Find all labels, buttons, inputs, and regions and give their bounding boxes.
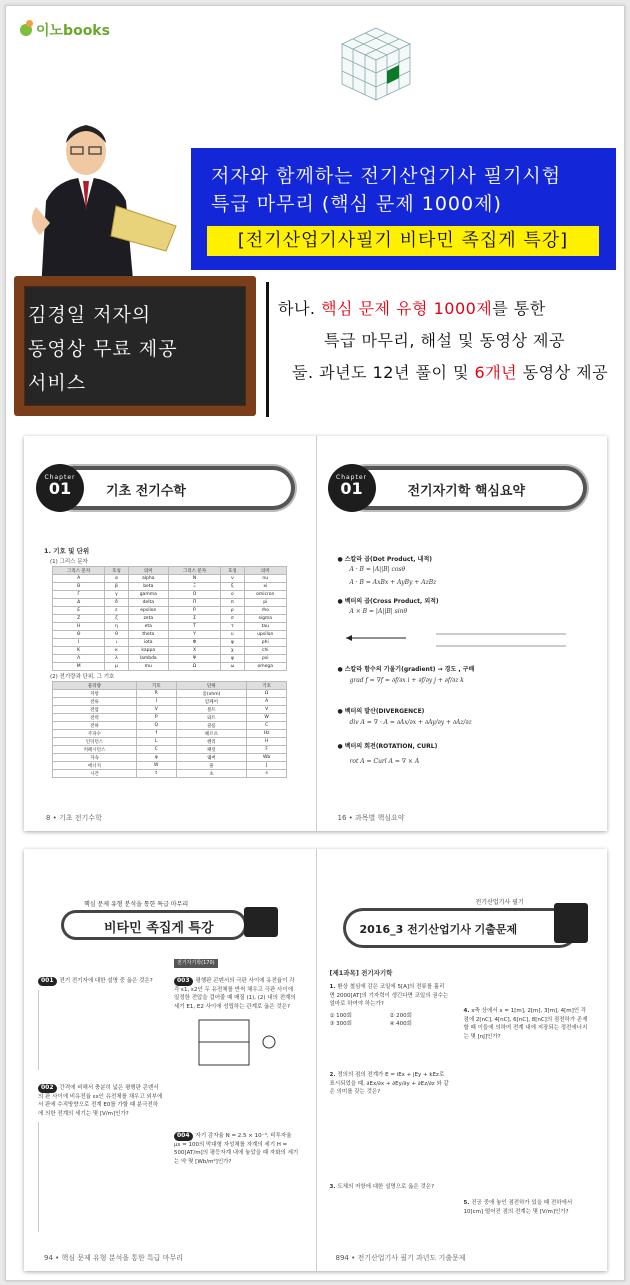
table-cell: Hz [247,730,287,738]
corner-label: 전기산업기사 필기 [475,899,524,906]
table-cell: ν [221,575,244,583]
table-cell: C [136,746,176,754]
table-cell: E [53,607,105,615]
table-cell: ζ [105,615,128,623]
table-cell: V [136,706,176,714]
table-cell: sigma [244,615,286,623]
logo-text: 이노books [36,23,110,39]
table-cell: beta [128,583,168,591]
table-cell: kappa [128,647,168,655]
table-cell: χ [221,647,244,655]
table-cell: t [136,770,176,778]
formula: div A = ∇ · A = ∂Ax/∂x + ∂Ay/∂y + ∂Az/∂z [349,719,472,726]
table-cell: κ [105,647,128,655]
greek-row [53,575,287,583]
table-cell: 초 [176,770,247,778]
chapter-badge: Chapter 01 [328,464,376,512]
unit-row [53,698,287,706]
page-folio: 894 • 전기산업기사 필기 과년도 기출문제 [335,1254,466,1262]
table-cell: ρ [221,607,244,615]
unit-row [53,722,287,730]
table-cell: 패럿 [176,746,247,754]
brand-logo[interactable] [20,20,110,40]
table-cell: f [136,730,176,738]
greek-row [53,655,287,663]
unit-row [53,754,287,762]
table-header-cell: 호칭 [105,567,128,575]
formula: A · B = |A||B| cosθ [349,566,406,573]
logo-mark-icon [20,24,32,36]
subsection-heading: (2) 전기량과 단위, 그 기호 [50,674,115,680]
course-title-highlight: [전기산업기사필기 비타민 족집게 특강] [207,226,599,256]
summary-heading: ● 스칼라 곱(Dot Product, 내적) [338,554,433,563]
table-cell: P [168,607,220,615]
table-cell: B [53,583,105,591]
table-cell: V [247,706,287,714]
spread1-left-page [24,436,317,831]
table-cell: L [136,738,176,746]
spread2-right-page [316,849,608,1271]
table-cell: Q [136,722,176,730]
table-cell: β [105,583,128,591]
vitamin-banner [54,899,274,941]
table-cell: 암페어 [176,698,247,706]
exam-section: [제1과목] 전기자기학 [329,969,393,977]
unit-row [53,746,287,754]
greek-table [52,566,287,671]
table-cell: 웨버 [176,754,247,762]
table-cell: 저항 [53,690,137,698]
table-cell: ε [105,607,128,615]
chapter-badge: Chapter 01 [36,464,84,512]
table-cell: W [136,762,176,770]
table-cell: 볼트 [176,706,247,714]
table-cell: Ξ [168,583,220,591]
bullet-2-emphasis: 6개년 [474,363,518,382]
formula: A × B = |A||B| sinθ [349,608,408,615]
table-cell: ο [221,591,244,599]
table-header-cell: 기호 [136,682,176,690]
table-cell: alpha [128,575,168,583]
table-cell: 커패시턴스 [53,746,137,754]
video-tv-icon[interactable] [244,907,278,937]
greek-row [53,591,287,599]
table-cell: upsilon [244,631,286,639]
table-cell: τ [221,623,244,631]
page-folio: 16 • 과목별 핵심요약 [337,814,405,822]
table-cell: φ [136,754,176,762]
table-cell: π [221,599,244,607]
chapter-title: 기초 전기수학 [106,484,186,499]
table-cell: Φ [168,639,220,647]
table-cell: 쿨롬 [176,722,247,730]
greek-row [53,607,287,615]
greek-row [53,583,287,591]
table-cell: gamma [128,591,168,599]
book-spread-2 [24,849,607,1271]
table-cell: rho [244,607,286,615]
answer-option: ③ 300회 [329,1021,352,1027]
table-cell: α [105,575,128,583]
chapter-banner [328,464,583,512]
table-cell: 전류 [53,698,137,706]
exam-q1: 1. 환상 철심에 감은 코일에 5[A]의 전류를 흘리면 2000[AT]의 기자력이 생긴다면 코일의 권수는 얼마로 하여야 하는가? ① 100회 ② 200회 ③ 300회 ④ 400회 [329,984,449,1027]
greek-row [53,639,287,647]
question-003: 003 평행판 콘덴서의 극판 사이에 유전율이 각각 ε1, ε2인 두 유전체를 반씩 채우고 극판 사이에 일정한 전압을 걸어줄 때 매질 (1), (2) 내의 전계의 세기 E1, E2 사이에 성립하는 관계로 옳은 것은? [174,977,299,1070]
table-cell: 전하 [53,722,137,730]
page-frame [5,5,625,1281]
question-001: 001 전기 전기자에 대한 설명 중 옳은 것은? [38,977,163,1070]
unit-row [53,690,287,698]
table-cell: 전력 [53,714,137,722]
exam-banner [346,911,576,945]
table-cell: eta [128,623,168,631]
table-cell: η [105,623,128,631]
banner-title: 비타민 족집게 특강 [104,921,214,936]
table-cell: pi [244,599,286,607]
table-header-cell: 그리스 문자 [53,567,105,575]
table-cell: 시간 [53,770,137,778]
hero-headline-box [191,148,616,270]
unit-row [53,738,287,746]
table-cell: A [53,575,105,583]
table-cell: Θ [53,631,105,639]
table-cell: 인덕턴스 [53,738,137,746]
table-cell: 전압 [53,706,137,714]
exam-q2: 2. 정의의 점의 전계가 E = iEx + jEy + kEz로 표시되었을 때, ∂Ex/∂x + ∂Ey/∂y + ∂Ez/∂z 와 같은 의미를 갖는 것은? [329,1072,449,1095]
question-text: 평행판 콘덴서의 극판 사이에 유전율이 각각 ε1, ε2인 두 유전체를 반씩 채우고 극판 사이에 일정한 전압을 걸어줄 때 매질 (1), (2) 내의 전계의 세기 E1, E2 사이에 성립하는 관계로 옳은 것은? [174,978,296,1010]
formula: A · B = AxBx + AyBy + AzBz [349,579,437,586]
table-cell: phi [244,639,286,647]
summary-heading: ● 벡터의 회전(ROTATION, CURL) [338,741,438,750]
bullet-1: 하나. 핵심 문제 유형 1000제를 통한 [278,299,546,318]
question-004: 004 자기 감자율 N = 2.5 × 10⁻³, 비투자율 μs = 100의 막대형 자성체를 자계의 세기 H = 500[AT/m]의 평등자계 내에 놓았을 때 자화의 세기는 약 몇 [Wb/m²]인가? [174,1132,299,1165]
summary-heading: ● 벡터의 곱(Cross Product, 외적) [338,596,439,605]
table-cell: φ [221,639,244,647]
greek-row [53,631,287,639]
table-cell: 헤르츠 [176,730,247,738]
spread2-left-page [24,849,317,1271]
table-cell: M [53,663,105,671]
table-cell: epsilon [128,607,168,615]
author-photo [16,111,181,291]
table-cell: Δ [53,599,105,607]
table-cell: 주파수 [53,730,137,738]
table-cell: xi [244,583,286,591]
table-header-cell: 의미 [128,567,168,575]
section-heading: 1. 기호 및 단위 [44,547,90,555]
table-cell: psi [244,655,286,663]
unit-row [53,714,287,722]
rubik-cube-icon [336,24,416,104]
table-cell: F [247,746,287,754]
exam-title: 2016_3 전기산업기사 기출문제 [359,923,518,936]
table-cell: omega [244,663,286,671]
table-cell: iota [128,639,168,647]
greek-row [53,623,287,631]
table-cell: nu [244,575,286,583]
table-cell: omicron [244,591,286,599]
greek-row [53,599,287,607]
table-cell: J [247,762,287,770]
table-cell: λ [105,655,128,663]
table-cell: tau [244,623,286,631]
table-cell: I [136,698,176,706]
table-cell: Γ [53,591,105,599]
table-cell: 자속 [53,754,137,762]
greek-row [53,615,287,623]
summary-heading: ● 벡터의 발산(DIVERGENCE) [338,706,425,715]
table-cell: θ [105,631,128,639]
table-cell: lambda [128,655,168,663]
table-cell: T [168,623,220,631]
table-cell: Σ [168,615,220,623]
table-cell: Ω [168,663,220,671]
table-header-cell: 기호 [247,682,287,690]
page-folio: 8 • 기초 전기수학 [46,814,102,822]
table-cell: 헨리 [176,738,247,746]
table-cell: ψ [221,655,244,663]
table-cell: 와트 [176,714,247,722]
exam-q4: 4. x축 상에서 x = 1[m], 2[m], 3[m], 4[m]인 각 점에 2[nC], 4[nC], 6[nC], 8[nC]의 점전하가 존재할 때 이들에 의하여 전계 내에 저장되는 정전에너지는 몇 [nJ]인가? [463,1008,588,1040]
table-cell: R [136,690,176,698]
chapter-banner [36,464,291,512]
summary-heading: ● 스칼라 함수의 기울기(gradient) → 경도 , 구배 [338,664,475,673]
table-cell: s [247,770,287,778]
capacitor-diagram [174,1015,284,1070]
table-cell: zeta [128,615,168,623]
table-cell: ω [221,663,244,671]
table-cell: 줄 [176,762,247,770]
table-cell: 에너지 [53,762,137,770]
video-tv-icon[interactable] [554,903,588,943]
table-cell: Λ [53,655,105,663]
table-cell: ξ [221,583,244,591]
table-cell: W [247,714,287,722]
exam-q5: 5. 진공 중에 놓인 점전하가 있을 때 전하에서 10[cm] 떨어진 점의 전계는 몇 [V/m]인가? [463,1200,573,1215]
table-cell: Ψ [168,655,220,663]
spread1-right-page [316,436,608,831]
table-cell: υ [221,631,244,639]
table-cell: P [136,714,176,722]
greek-row [53,647,287,655]
formula: rot A = Curl A = ∇ × A [349,758,420,765]
table-cell: Ω [247,690,287,698]
cross-product-diagram [346,624,576,654]
table-cell: chi [244,647,286,655]
unit-row [53,706,287,714]
table-cell: A [247,698,287,706]
table-cell: theta [128,631,168,639]
table-cell: Wb [247,754,287,762]
table-cell: mu [128,663,168,671]
table-header-cell: 호칭 [221,567,244,575]
table-cell: C [247,722,287,730]
table-cell: K [53,647,105,655]
chapter-title: 전기자기학 핵심요약 [407,484,526,499]
board-text: 김경일 저자의 동영상 무료 제공 서비스 [28,304,178,394]
unit-table [52,681,287,778]
subject-badge: 전기자기학(170) [174,959,218,968]
unit-row [53,762,287,770]
formula: grad f = ∇f = ∂f/∂x i + ∂f/∂y j + ∂f/∂z k [349,677,464,684]
exam-q3: 3. 도체의 저항에 대한 설명으로 옳은 것은? [329,1184,435,1190]
chalkboard [14,276,256,416]
promo-section [6,6,624,426]
unit-row [53,770,287,778]
headline-line-1: 저자와 함께하는 전기산업기사 필기시험 [211,165,562,187]
table-header-cell: 의미 [244,567,286,575]
question-text: 전기 전기자에 대한 설명 중 옳은 것은? [59,978,153,984]
table-cell: ι [105,639,128,647]
table-header-cell: 물리량 [53,682,137,690]
answer-option: ④ 400회 [389,1021,412,1027]
unit-row [53,730,287,738]
table-cell: Y [168,631,220,639]
answer-option: ② 200회 [389,1012,412,1019]
table-cell: σ [221,615,244,623]
divider [266,282,269,417]
table-cell: δ [105,599,128,607]
table-cell: Z [53,615,105,623]
answer-option: ① 100회 [329,1012,352,1019]
bullet-1-line-2: 특급 마무리, 해설 및 동영상 제공 [324,331,565,350]
table-cell: 옴(ohm) [176,690,247,698]
table-cell: N [168,575,220,583]
greek-row [53,663,287,671]
headline-line-2: 특급 마무리 (핵심 문제 1000제) [211,193,502,215]
table-cell: H [247,738,287,746]
table-cell: delta [128,599,168,607]
question-text: 자기 감자율 N = 2.5 × 10⁻³, 비투자율 μs = 100의 막대형 자성체를 자계의 세기 H = 500[AT/m]의 평등자계 내에 놓았을 때 자화의 세기는 약 몇 [Wb/m²]인가? [174,1133,299,1165]
page-folio: 94 • 핵심 문제 유형 분석을 통한 특급 마무리 [44,1254,184,1262]
book-spread-1 [24,436,607,831]
question-002: 002 간격에 비해서 충분히 넓은 평행판 콘덴서의 판 사이에 비유전율 εs인 유전체를 채우고 외부에서 판에 수직방향으로 전계 E0를 가할 때 분극전하에 의한 전계의 세기는 몇 [V/m]인가? [38,1084,163,1232]
table-cell: H [53,623,105,631]
table-cell: O [168,591,220,599]
bullet-1-emphasis: 핵심 문제 유형 1000제 [321,299,493,318]
table-cell: γ [105,591,128,599]
bullet-2: 둘. 과년도 12년 풀이 및 6개년 동영상 제공 [292,363,609,382]
question-text: 간격에 비해서 충분히 넓은 평행판 콘덴서의 판 사이에 비유전율 εs인 유전체를 채우고 외부에서 판에 수직방향으로 전계 E0를 가할 때 분극전하에 의한 전계의 세기는 몇 [V/m]인가? [38,1085,163,1117]
subsection-heading: (1) 그리스 문자 [50,559,88,565]
table-header-cell: 단위 [176,682,247,690]
table-cell: μ [105,663,128,671]
table-cell: Π [168,599,220,607]
banner-lead: 핵심 문제 유형 분석을 통한 특급 마무리 [84,901,189,908]
table-cell: X [168,647,220,655]
table-header-cell: 그리스 문자 [168,567,220,575]
table-cell: I [53,639,105,647]
